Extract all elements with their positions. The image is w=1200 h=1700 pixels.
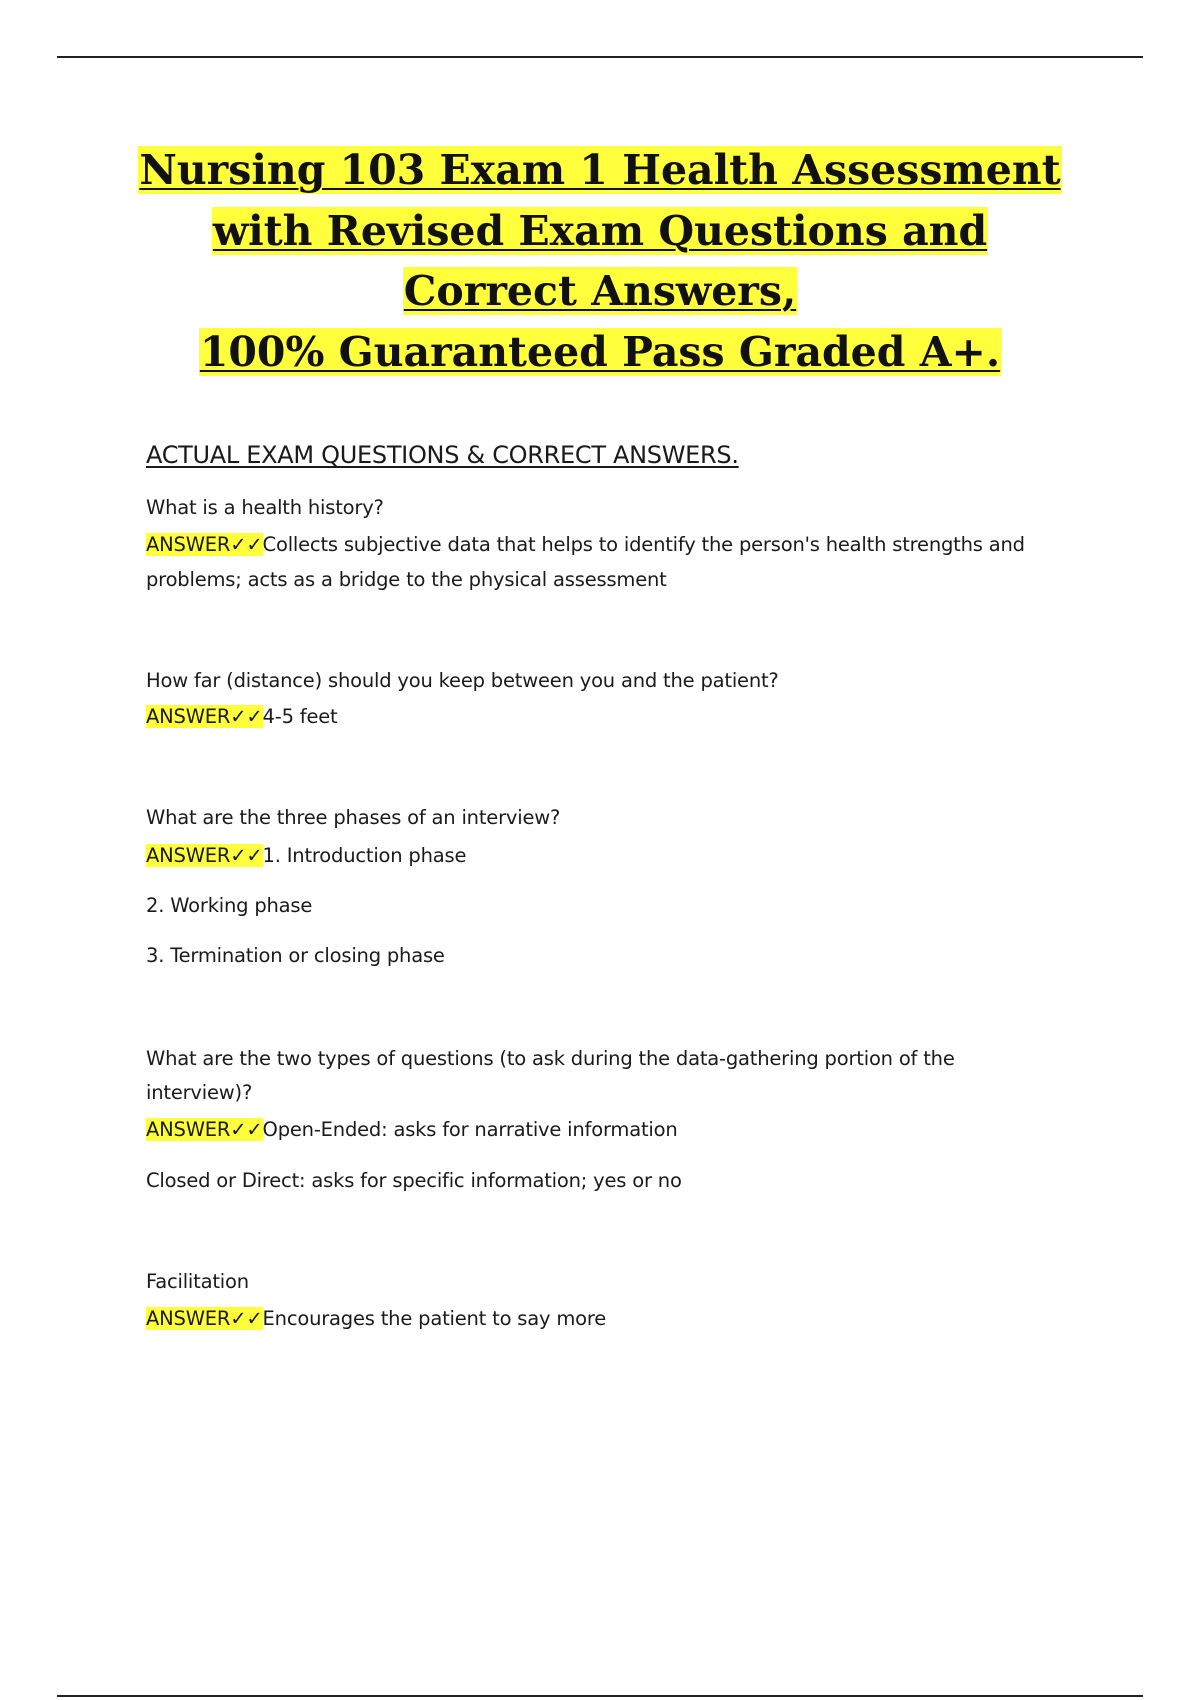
title-line: 100% Guaranteed Pass Graded A+. bbox=[199, 327, 1001, 376]
answer-text: 1. Introduction phase bbox=[262, 844, 467, 867]
answer-label: ANSWER✓✓ bbox=[146, 705, 263, 728]
answer-line bbox=[146, 1113, 678, 1147]
answer-line bbox=[146, 528, 1025, 562]
answer-label: ANSWER✓✓ bbox=[146, 1307, 263, 1330]
answer-label: ANSWER✓✓ bbox=[146, 533, 263, 556]
section-heading: ACTUAL EXAM QUESTIONS & CORRECT ANSWERS. bbox=[146, 441, 739, 469]
answer-text: Open-Ended: asks for narrative information bbox=[262, 1118, 678, 1141]
answer-line bbox=[146, 1302, 606, 1336]
question-text: interview)? bbox=[146, 1081, 253, 1104]
title-line: Nursing 103 Exam 1 Health Assessment bbox=[139, 146, 1061, 194]
answer-line bbox=[146, 839, 466, 873]
question-text: What is a health history? bbox=[146, 496, 384, 519]
answer-label: ANSWER✓✓ bbox=[146, 1118, 263, 1141]
answer-text: Closed or Direct: asks for specific information; yes or no bbox=[146, 1169, 682, 1192]
answer-text: 2. Working phase bbox=[146, 894, 313, 917]
title-line: with Revised Exam Questions and bbox=[212, 206, 988, 255]
document-title bbox=[100, 140, 1100, 382]
question-text: Facilitation bbox=[146, 1270, 249, 1293]
answer-text: Collects subjective data that helps to identify the person's health strengths and bbox=[262, 533, 1025, 556]
question-text: What are the two types of questions (to ask during the data-gathering portion of the bbox=[146, 1047, 955, 1070]
bottom-divider bbox=[57, 1695, 1143, 1697]
top-divider bbox=[57, 56, 1143, 58]
question-text: What are the three phases of an interview? bbox=[146, 806, 561, 829]
answer-text: 3. Termination or closing phase bbox=[146, 944, 445, 967]
answer-text: Encourages the patient to say more bbox=[262, 1307, 607, 1330]
question-text: How far (distance) should you keep between you and the patient? bbox=[146, 669, 779, 692]
answer-text: problems; acts as a bridge to the physical assessment bbox=[146, 568, 667, 591]
title-line: Correct Answers, bbox=[403, 267, 797, 315]
answer-line bbox=[146, 700, 338, 734]
answer-label: ANSWER✓✓ bbox=[146, 844, 263, 867]
answer-text: 4-5 feet bbox=[262, 705, 338, 728]
